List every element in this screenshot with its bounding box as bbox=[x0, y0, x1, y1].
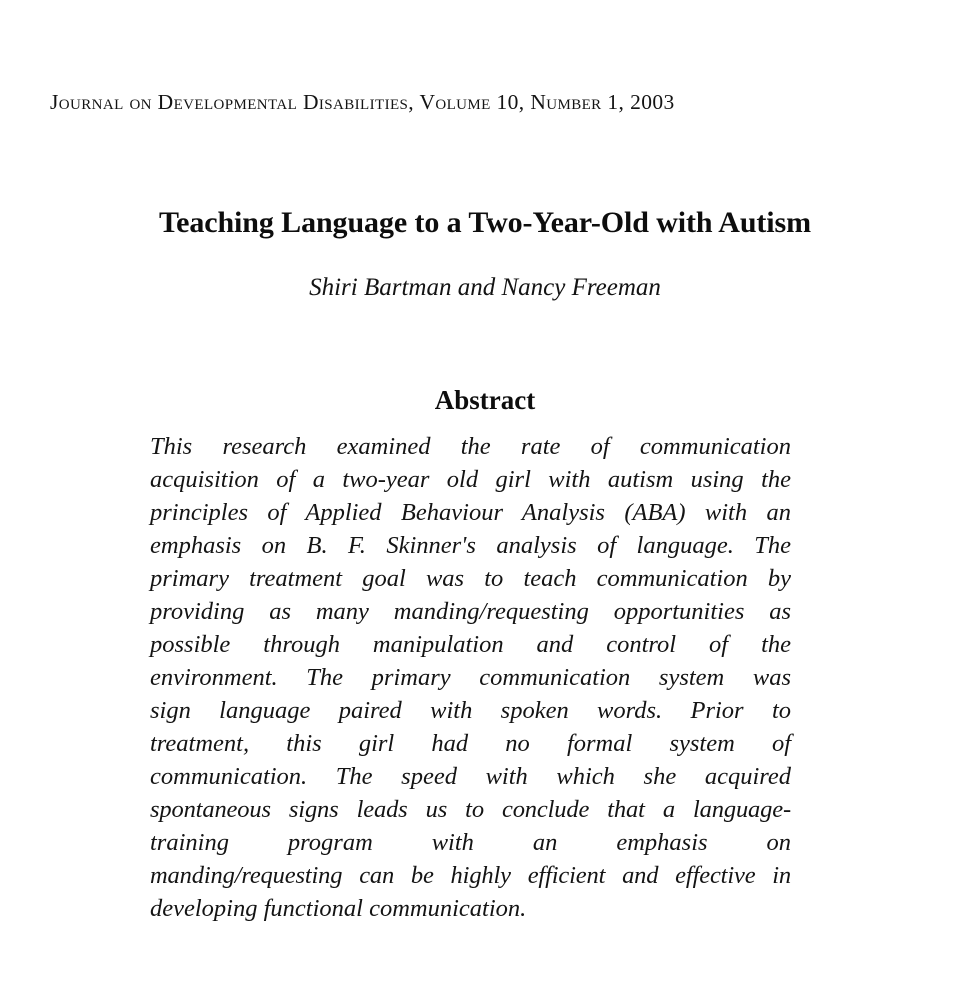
abstract-line: possible through manipulation and control of the bbox=[150, 631, 791, 658]
abstract-line: developing functional communication. bbox=[150, 895, 527, 922]
author-line: Shiri Bartman and Nancy Freeman bbox=[309, 274, 661, 301]
abstract-line: primary treatment goal was to teach communication by bbox=[150, 565, 791, 592]
abstract-line: manding/requesting can be highly efficient and effective in bbox=[150, 862, 791, 889]
abstract-line: sign language paired with spoken words. Prior to bbox=[150, 697, 791, 724]
abstract-line: This research examined the rate of communication bbox=[150, 433, 791, 460]
abstract-line: acquisition of a two-year old girl with autism using the bbox=[150, 466, 791, 493]
abstract-line: spontaneous signs leads us to conclude that a language- bbox=[150, 796, 791, 823]
abstract-line: training program with an emphasis on bbox=[150, 829, 791, 856]
abstract-line: environment. The primary communication system was bbox=[150, 664, 791, 691]
abstract-line: providing as many manding/requesting opportunities as bbox=[150, 598, 791, 625]
abstract-heading: Abstract bbox=[434, 385, 536, 416]
running-head: Journal on Developmental Disabilities, Volume 10, Number 1, 2003 bbox=[50, 90, 675, 114]
abstract-line: principles of Applied Behaviour Analysis (ABA) with an bbox=[150, 499, 791, 526]
abstract-line: treatment, this girl had no formal system of bbox=[150, 730, 791, 757]
abstract-line: communication. The speed with which she acquired bbox=[150, 763, 791, 790]
abstract-body bbox=[150, 430, 791, 925]
abstract-line: emphasis on B. F. Skinner's analysis of language. The bbox=[150, 532, 791, 559]
page-title: Teaching Language to a Two-Year-Old with Autism bbox=[158, 206, 812, 240]
